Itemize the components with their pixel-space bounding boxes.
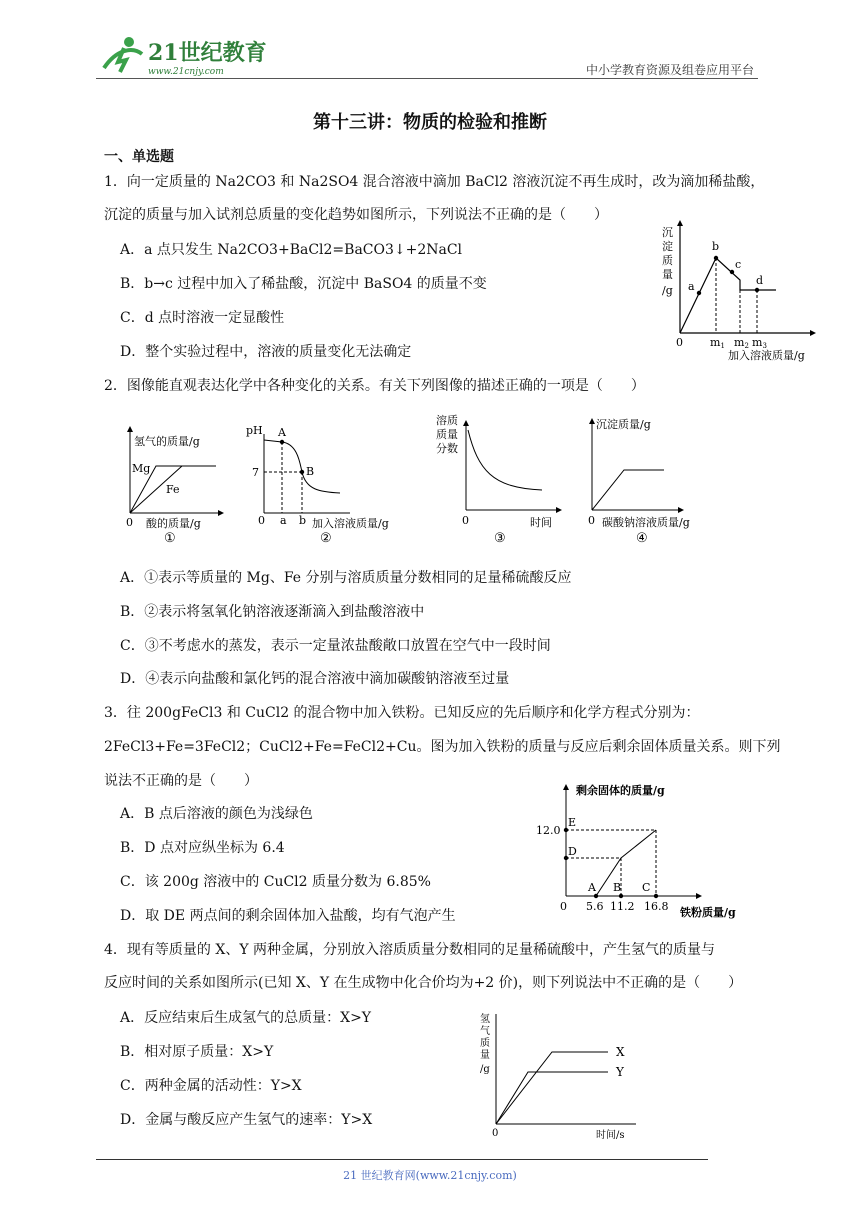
svg-text:量: 量 — [480, 1050, 490, 1061]
q4-option-c: C．两种金属的活动性：Y>X — [120, 1078, 302, 1094]
q3-option-b: B．D 点对应纵坐标为 6.4 — [120, 840, 285, 856]
page-title: 第十三讲：物质的检验和推断 — [313, 112, 547, 133]
svg-text:量: 量 — [662, 268, 673, 281]
svg-text:Fe: Fe — [166, 483, 180, 496]
svg-text:剩余固体的质量/g: 剩余固体的质量/g — [576, 784, 665, 797]
svg-text:0: 0 — [560, 900, 567, 913]
q2-stem-line1: 2．图像能直观表达化学中各种变化的关系。有关下列图像的描述正确的一项是（ ） — [104, 378, 645, 394]
svg-text:b: b — [299, 514, 307, 527]
svg-text:0: 0 — [258, 514, 265, 527]
svg-text:加入溶液质量/g: 加入溶液质量/g — [728, 349, 805, 362]
svg-text:A: A — [588, 881, 596, 894]
svg-text:①: ① — [164, 531, 176, 546]
q1-figure — [652, 218, 827, 367]
svg-text:b: b — [712, 240, 720, 253]
svg-text:B: B — [306, 465, 315, 478]
q2-option-a: A．①表示等质量的 Mg、Fe 分别与溶质质量分数相同的足量稀硫酸反应 — [120, 570, 572, 586]
svg-text:C: C — [642, 881, 651, 894]
q4-figure — [476, 1006, 656, 1150]
site-logo — [96, 32, 266, 82]
svg-text:沉淀质量/g: 沉淀质量/g — [596, 418, 651, 431]
svg-text:A: A — [278, 426, 286, 439]
svg-text:B: B — [613, 881, 622, 894]
svg-text:淀: 淀 — [662, 240, 673, 253]
svg-text:②: ② — [320, 531, 332, 546]
svg-text:Y: Y — [616, 1065, 624, 1079]
svg-text:m2: m2 — [734, 336, 749, 350]
q1-option-b: B．b→c 过程中加入了稀盐酸，沉淀中 BaSO4 的质量不变 — [120, 276, 487, 292]
svg-text:质量: 质量 — [436, 428, 458, 441]
svg-text:/g: /g — [480, 1064, 490, 1075]
svg-text:www.21cnjy.com: www.21cnjy.com — [148, 67, 224, 77]
svg-text:D: D — [568, 845, 577, 858]
svg-text:0: 0 — [588, 514, 595, 527]
svg-text:/g: /g — [662, 284, 673, 297]
svg-text:铁粉质量/g: 铁粉质量/g — [680, 906, 736, 919]
q4-option-b: B．相对原子质量：X>Y — [120, 1044, 274, 1060]
q1-stem-line1: 1．向一定质量的 Na2CO3 和 Na2SO4 混合溶液中滴加 BaCl2 溶液沉淀不再生成时，改为滴加稀盐酸， — [104, 174, 765, 190]
header-divider — [96, 78, 758, 79]
q1-option-c: C．d 点时溶液一定显酸性 — [120, 310, 285, 326]
q2-figure-3 — [432, 410, 562, 550]
q2-option-d: D．④表示向盐酸和氯化钙的混合溶液中滴加碳酸钠溶液至过量 — [120, 671, 510, 687]
svg-text:④: ④ — [636, 531, 648, 546]
svg-text:气: 气 — [480, 1026, 490, 1037]
q4-option-a: A．反应结束后生成氢气的总质量：X>Y — [120, 1010, 372, 1026]
q4-option-d: D．金属与酸反应产生氢气的速率：Y>X — [120, 1112, 373, 1128]
q3-stem-line1: 3．往 200gFeCl3 和 CuCl2 的混合物中加入铁粉。已知反应的先后顺序和化学方程式分别为： — [104, 705, 700, 721]
svg-text:16.8: 16.8 — [644, 900, 669, 913]
svg-text:时间: 时间 — [530, 516, 552, 529]
q2-option-c: C．③不考虑水的蒸发，表示一定量浓盐酸敞口放置在空气中一段时间 — [120, 638, 551, 654]
svg-text:分数: 分数 — [436, 442, 458, 455]
svg-text:沉: 沉 — [662, 226, 673, 239]
svg-text:d: d — [756, 274, 764, 287]
svg-text:c: c — [735, 258, 742, 271]
q3-option-a: A．B 点后溶液的颜色为浅绿色 — [120, 806, 313, 822]
svg-text:E: E — [568, 816, 577, 829]
svg-text:氢: 氢 — [480, 1014, 490, 1025]
svg-text:质: 质 — [480, 1038, 490, 1049]
footer-divider — [96, 1159, 708, 1160]
svg-text:加入溶液质量/g: 加入溶液质量/g — [312, 517, 389, 530]
svg-text:时间/s: 时间/s — [596, 1130, 625, 1141]
svg-text:7: 7 — [252, 466, 259, 479]
q1-option-a: A．a 点只发生 Na2CO3+BaCl2=BaCO3↓+2NaCl — [120, 242, 463, 258]
header-platform-text: 中小学教育资源及组卷应用平台 — [585, 63, 754, 77]
q4-stem-line1: 4．现有等质量的 X、Y 两种金属，分别放入溶质质量分数相同的足量稀硫酸中，产生氢气的质量与 — [104, 942, 716, 958]
footer-link[interactable]: 21 世纪教育网(www.21cnjy.com) — [343, 1169, 517, 1182]
q1-stem-line2: 沉淀的质量与加入试剂总质量的变化趋势如图所示，下列说法不正确的是（ ） — [104, 207, 608, 223]
svg-text:溶质: 溶质 — [436, 414, 458, 427]
svg-text:a: a — [688, 280, 695, 293]
svg-text:碳酸钠溶液质量/g: 碳酸钠溶液质量/g — [602, 516, 690, 529]
svg-text:Mg: Mg — [132, 462, 151, 475]
q2-option-b: B．②表示将氢氧化钠溶液逐渐滴入到盐酸溶液中 — [120, 604, 425, 620]
svg-text:5.6: 5.6 — [586, 900, 604, 913]
q3-option-d: D．取 DE 两点间的剩余固体加入盐酸，均有气泡产生 — [120, 908, 456, 924]
q3-stem-line3: 说法不正确的是（ ） — [104, 773, 258, 789]
svg-text:X: X — [616, 1045, 625, 1059]
svg-text:a: a — [280, 514, 287, 527]
svg-text:11.2: 11.2 — [610, 900, 635, 913]
svg-text:pH: pH — [246, 424, 263, 437]
svg-text:质: 质 — [662, 254, 673, 267]
svg-text:0: 0 — [492, 1128, 499, 1139]
svg-text:酸的质量/g: 酸的质量/g — [146, 517, 201, 530]
q2-figure-1 — [118, 420, 228, 550]
svg-text:m3: m3 — [752, 336, 767, 350]
q3-stem-line2: 2FeCl3+Fe=3FeCl2；CuCl2+Fe=FeCl2+Cu。图为加入铁粉的质量与反应后剩余固体质量关系。则下列 — [104, 739, 781, 755]
svg-text:0: 0 — [462, 514, 469, 527]
svg-text:0: 0 — [126, 516, 133, 529]
q1-option-d: D．整个实验过程中，溶液的质量变化无法确定 — [120, 344, 412, 360]
q2-figure-2 — [240, 420, 415, 550]
svg-text:氢气的质量/g: 氢气的质量/g — [134, 435, 200, 448]
svg-text:21世纪教育: 21世纪教育 — [148, 40, 266, 66]
svg-text:0: 0 — [676, 336, 683, 349]
svg-text:12.0: 12.0 — [536, 824, 561, 837]
q3-option-c: C．该 200g 溶液中的 CuCl2 质量分数为 6.85% — [120, 874, 431, 890]
section-heading: 一、单选题 — [104, 149, 174, 165]
svg-text:③: ③ — [494, 531, 506, 546]
q2-figure-4 — [584, 410, 724, 550]
q4-stem-line2: 反应时间的关系如图所示(已知 X、Y 在生成物中化合价均为+2 价)，则下列说法中不正确的是（ ） — [104, 975, 743, 991]
svg-text:m1: m1 — [710, 336, 725, 350]
q3-figure — [530, 778, 745, 927]
